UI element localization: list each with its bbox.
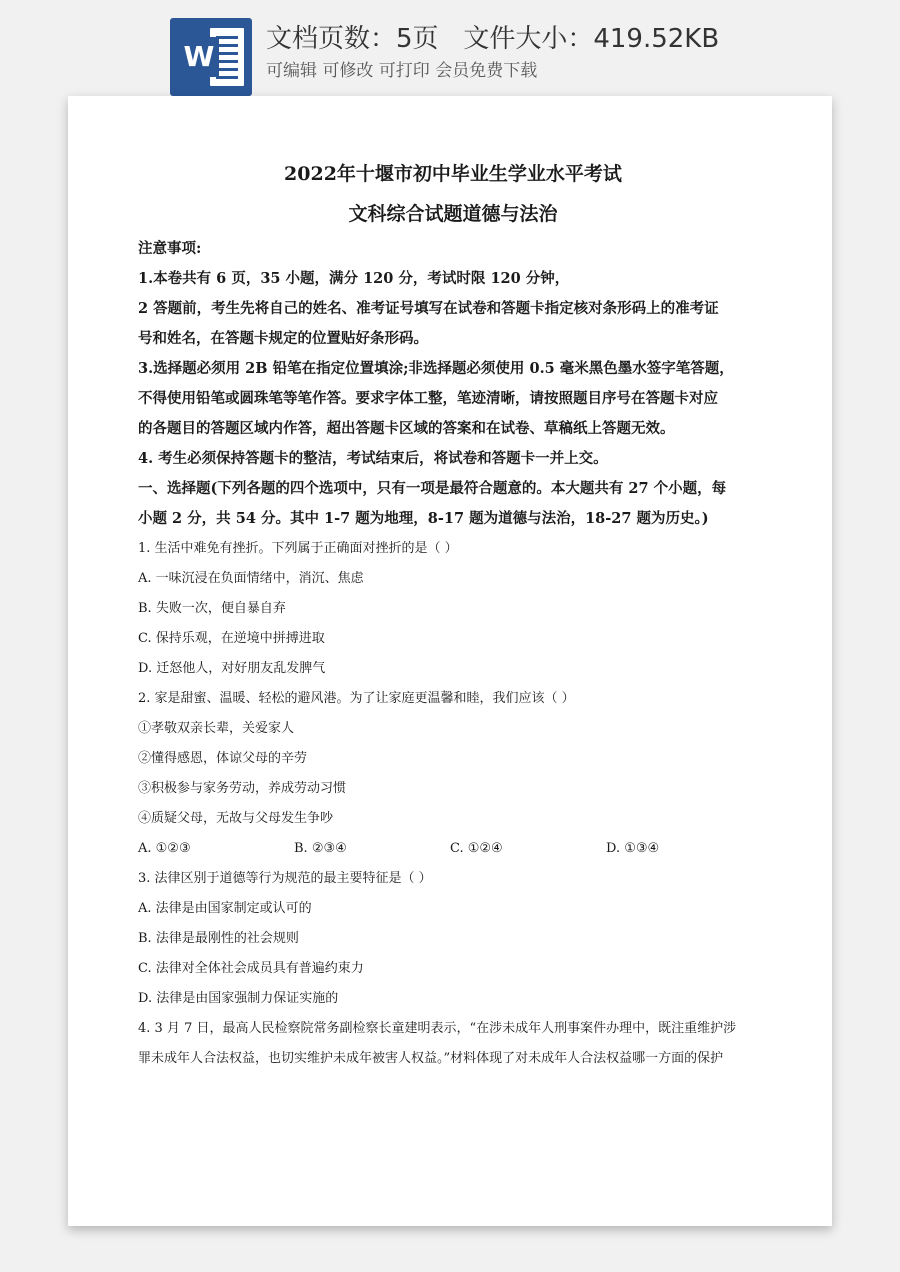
word-icon-line — [216, 76, 238, 79]
document-page — [68, 96, 832, 1226]
question-option: B. ②③④ — [294, 841, 347, 856]
question-option: B. 法律是最刚性的社会规则 — [138, 931, 299, 946]
notice-line: 号和姓名，在答题卡规定的位置贴好条形码。 — [138, 330, 428, 347]
word-icon-line — [216, 36, 238, 39]
download-banner — [0, 0, 900, 96]
word-document-icon — [170, 18, 252, 96]
question-3-stem: 3. 法律区别于道德等行为规范的最主要特征是（ ） — [138, 871, 432, 886]
question-option: A. 法律是由国家制定或认可的 — [138, 901, 312, 916]
question-4-stem: 4. 3 月 7 日，最高人民检察院常务副检察长童建明表示，“在涉未成年人刑事案件办理中，既注重维护涉 — [138, 1021, 737, 1036]
question-option: D. 迁怒他人，对好朋友乱发脾气 — [138, 661, 326, 676]
document-info: 文档页数：5页 文件大小：419.52KB — [266, 24, 720, 54]
notice-line: 不得使用铅笔或圆珠笔等笔作答。要求字体工整，笔迹清晰，请按照题目序号在答题卡对应 — [138, 390, 718, 407]
question-option: A. ①②③ — [138, 841, 191, 856]
question-4-stem: 罪未成年人合法权益，也切实维护未成年被害人权益。”材料体现了对未成年人合法权益哪一方面的保护 — [138, 1051, 724, 1066]
notice-line: 3.选择题必须用 2B 铅笔在指定位置填涂;非选择题必须使用 0.5 毫米黑色墨水签字笔答题， — [138, 360, 734, 377]
question-item: ①孝敬双亲长辈，关爱家人 — [138, 721, 295, 736]
notice-line: 4. 考生必须保持答题卡的整洁，考试结束后，将试卷和答题卡一并上交。 — [138, 450, 608, 467]
exam-subtitle: 文科综合试题道德与法治 — [348, 203, 558, 225]
question-option: C. 保持乐观，在逆境中拼搏进取 — [138, 631, 325, 646]
word-icon-line — [216, 60, 238, 63]
question-item: ④质疑父母，无故与父母发生争吵 — [138, 811, 334, 826]
word-icon-line — [216, 68, 238, 71]
question-option: A. 一味沉浸在负面情绪中，消沉、焦虑 — [138, 571, 364, 586]
question-item: ③积极参与家务劳动，养成劳动习惯 — [138, 781, 347, 796]
word-icon-letter: W — [179, 37, 219, 77]
notice-line: 1.本卷共有 6 页，35 小题，满分 120 分，考试时限 120 分钟， — [138, 270, 570, 287]
notice-line: 2 答题前，考生先将自己的姓名、准考证号填写在试卷和答题卡指定核对条形码上的准考证 — [138, 300, 719, 317]
page-content — [138, 154, 768, 1074]
question-option: C. 法律对全体社会成员具有普遍约束力 — [138, 961, 364, 976]
word-icon-line — [216, 44, 238, 47]
notice-heading: 注意事项: — [138, 240, 202, 257]
section-heading: 一、选择题(下列各题的四个选项中，只有一项是最符合题意的。本大题共有 27 个小题，每 — [138, 480, 727, 497]
question-1-stem: 1. 生活中难免有挫折。下列属于正确面对挫折的是（ ） — [138, 541, 458, 556]
exam-title: 2022年十堰市初中毕业生学业水平考试 — [284, 163, 622, 185]
question-option: C. ①②④ — [450, 841, 503, 856]
question-option: D. 法律是由国家强制力保证实施的 — [138, 991, 339, 1006]
question-2-stem: 2. 家是甜蜜、温暖、轻松的避风港。为了让家庭更温馨和睦，我们应该（ ） — [138, 691, 575, 706]
document-features: 可编辑 可修改 可打印 会员免费下载 — [266, 61, 538, 81]
question-item: ②懂得感恩，体谅父母的辛劳 — [138, 751, 308, 766]
question-option: D. ①③④ — [606, 841, 660, 856]
section-heading: 小题 2 分，共 54 分。其中 1-7 题为地理，8-17 题为道德与法治，18-27 题为历史。) — [138, 510, 709, 527]
notice-line: 的各题目的答题区域内作答，超出答题卡区域的答案和在试卷、草稿纸上答题无效。 — [138, 420, 675, 437]
question-2-options — [138, 834, 768, 864]
word-icon-line — [216, 52, 238, 55]
question-option: B. 失败一次，便自暴自弃 — [138, 601, 286, 616]
